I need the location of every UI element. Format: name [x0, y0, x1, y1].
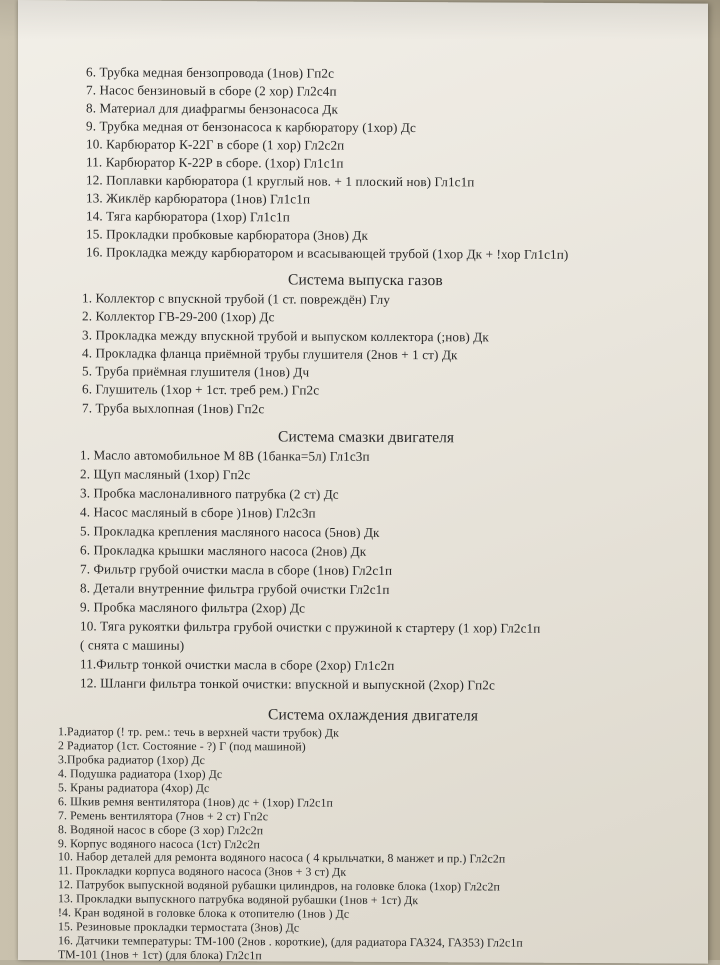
- section-heading-exhaust: Система выпуска газов: [288, 271, 443, 290]
- list-item: 8. Материал для диафрагмы бензонасоса Дк: [86, 100, 338, 117]
- list-item: 5. Краны радиатора (4хор) Дс: [58, 779, 210, 795]
- list-item: 2 Радиатор (1ст. Состояние - ?) Г (под машиной): [58, 738, 306, 754]
- list-item: 14. Тяга карбюратора (1хор) Гл1с1п: [86, 208, 290, 225]
- list-item: 7. Ремень вентилятора (7нов + 2 ст) Гп2с: [58, 807, 269, 823]
- list-item: 11. Карбюратор К-22Р в сборе. (1хор) Гл1с1п: [86, 154, 344, 171]
- list-item: 10. Тяга рукоятки фильтра грубой очистки с пружиной к стартеру (1 хор) Гл2с1п: [80, 618, 541, 636]
- list-item: 16. Прокладка между карбюратором и всасывающей трубой (1хор Дк + !хор Гл1с1п): [86, 244, 569, 262]
- list-item: 9. Пробка масляного фильтра (2хор) Дс: [80, 599, 306, 616]
- list-item: 7. Фильтр грубой очистки масла в сборе (1нов) Гл2с1п: [80, 561, 393, 578]
- list-item: 3. Пробка маслоналивного патрубка (2 ст) Дс: [80, 485, 339, 502]
- list-item: 11. Прокладки корпуса водяного насоса (3нов + 3 ст) Дк: [58, 863, 347, 880]
- list-item: 2. Коллектор ГВ-29-200 (1хор) Дс: [82, 308, 275, 325]
- list-item: 6. Глушитель (1хор + 1ст. треб рем.) Гп2с: [82, 381, 320, 398]
- list-item: 4. Насос масляный в сборе )1нов) Гл2с3п: [80, 504, 316, 521]
- list-item: 15. Резиновые прокладки термостата (3нов) Дс: [58, 919, 300, 935]
- list-item: 5. Прокладка крепления масляного насоса (5нов) Дк: [80, 523, 380, 540]
- list-item: 8. Водяной насос в сборе (3 хор) Гл2с2п: [58, 821, 264, 837]
- list-item: 1.Радиатор (! тр. рем.: течь в верхней части трубок) Дк: [58, 724, 339, 740]
- list-item: 6. Прокладка крышки масляного насоса (2нов) Дк: [80, 542, 367, 559]
- list-item: 13. Прокладки выпускного патрубка водяной рубашки (1нов + 1ст) Дк: [58, 891, 419, 908]
- list-item: 1. Масло автомобильное М 8В (1банка=5л) Гл1с3п: [80, 447, 370, 464]
- list-item: ТМ-101 (1нов + 1ст) (для блока) Гл2с1п: [58, 947, 262, 963]
- list-item: 8. Детали внутренние фильтра грубой очистки Гл2с1п: [80, 580, 390, 597]
- list-item: 10. Карбюратор К-22Г в сборе (1 хор) Гл2с2п: [86, 136, 345, 153]
- document-content: [18, 0, 708, 964]
- list-item: 5. Труба приёмная глушителя (1нов) Дч: [82, 363, 310, 380]
- list-item: 10. Набор деталей для ремонта водяного насоса ( 4 крыльчатки, 8 манжет и пр.) Гл2с2п: [58, 849, 506, 866]
- list-item: 2. Щуп масляный (1хор) Гп2с: [80, 466, 251, 483]
- list-item: ( снята с машины): [80, 637, 185, 653]
- section-heading-cooling: Система охлаждения двигателя: [268, 706, 479, 725]
- list-item: 15. Прокладки пробковые карбюратора (3нов) Дк: [86, 226, 369, 243]
- list-item: 3. Прокладка между впускной трубой и выпуском коллектора (;нов) Дк: [82, 327, 489, 345]
- list-item: 6. Шкив ремня вентилятора (1нов) дс + (1хор) Гл2с1п: [58, 793, 333, 810]
- section-heading-lubrication: Система смазки двигателя: [278, 428, 455, 447]
- list-item: 6. Трубка медная бензопровода (1нов) Гп2с: [86, 64, 335, 81]
- list-item: 7. Труба выхлопная (1нов) Гп2с: [82, 400, 265, 417]
- list-item: 11.Фильтр тонкой очистки масла в сборе (2хор) Гл1с2п: [80, 656, 395, 673]
- list-item: 3.Пробка радиатор (1хор) Дс: [58, 752, 205, 767]
- list-item: 12. Патрубок выпускной водяной рубашки цилиндров, на головке блока (1хор) Гл2с2п: [58, 877, 500, 894]
- list-item: 13. Жиклёр карбюратора (1нов) Гл1с1п: [86, 190, 311, 207]
- list-item: 9. Корпус водяного насоса (1ст) Гл2с2п: [58, 835, 260, 851]
- list-item: 9. Трубка медная от бензонасоса к карбюратору (1хор) Дс: [86, 118, 416, 136]
- list-item: 1. Коллектор с впускной трубой (1 ст. повреждён) Глу: [82, 290, 391, 307]
- list-item: 12. Шланги фильтра тонкой очистки: впускной и выпускной (2хор) Гп2с: [80, 675, 495, 693]
- list-item: !4. Кран водяной в головке блока к отопителю (1нов ) Дс: [58, 905, 350, 921]
- list-item: 4. Прокладка фланца приёмной трубы глушителя (2нов + 1 ст) Дк: [82, 345, 458, 363]
- paper-sheet: [18, 0, 708, 964]
- photo-shadow: [0, 0, 720, 40]
- list-item: 4. Подушка радиатора (1хор) Дс: [58, 766, 223, 781]
- list-item: 7. Насос бензиновый в сборе (2 хор) Гл2с4п: [86, 82, 337, 99]
- list-item: 16. Датчики температуры: ТМ-100 (2нов . короткие), (для радиатора ГАЗ24, ГАЗ53) Гл2с1п: [58, 933, 523, 950]
- list-item: 12. Поплавки карбюратора (1 круглый нов. + 1 плоский нов) Гл1с1п: [86, 172, 475, 190]
